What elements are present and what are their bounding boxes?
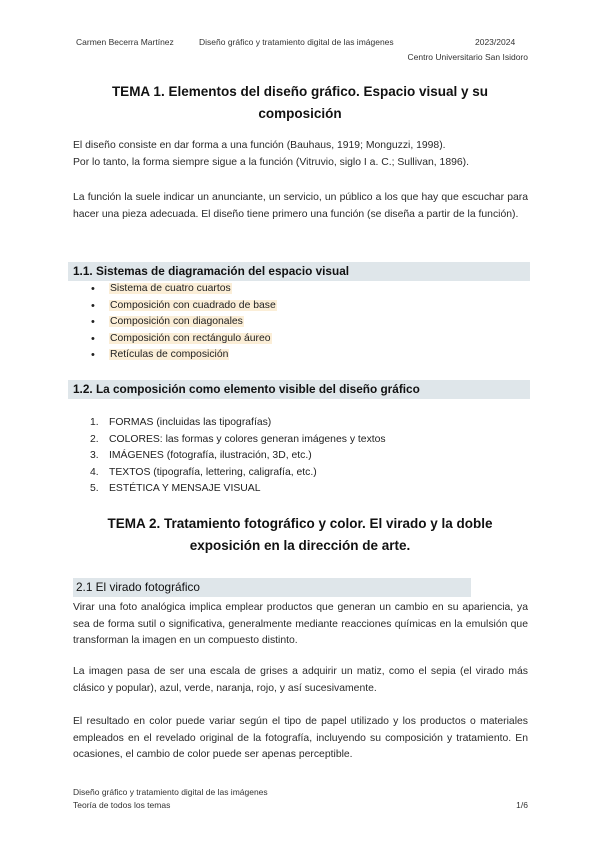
tema1-paragraph-1: [73, 138, 528, 171]
tema1-title-line1: TEMA 1. Elementos del diseño gráfico. Espacio visual y su: [111, 84, 489, 99]
footer-subtitle: Teoría de todos los temas: [73, 800, 171, 810]
header-course: Diseño gráfico y tratamiento digital de las imágenes: [199, 37, 394, 47]
tema2-title-line2: exposición en la dirección de arte.: [189, 538, 411, 553]
tema2-title-line1: TEMA 2. Tratamiento fotográfico y color. El virado y la doble: [107, 516, 493, 531]
list-item: 1. FORMAS (incluidas las tipografías): [90, 417, 272, 428]
section-1-1-heading: [68, 262, 530, 281]
section-1-1-list: [91, 281, 277, 364]
section-1-2-list: [90, 415, 386, 498]
footer-course: Diseño gráfico y tratamiento digital de las imágenes: [73, 787, 268, 797]
section-1-2-heading: [68, 380, 530, 399]
tema1-p1-line2: Por lo tanto, la forma siempre sigue a la función (Vitruvio, siglo I a. C.; Sullivan, 1896).: [73, 156, 470, 168]
list-item: 5. ESTÉTICA Y MENSAJE VISUAL: [90, 483, 261, 494]
section-1-1-title: 1.1. Sistemas de diagramación del espacio visual: [73, 264, 350, 278]
section-2-1-title: 2.1 El virado fotográfico: [76, 580, 200, 594]
tema2-paragraph-2: La imagen pasa de ser una escala de grises a adquirir un matiz, como el sepia (el virado más clásico y popular), azul, verde, naranja, rojo, y así sucesivamente.: [73, 666, 528, 694]
list-item: • Retículas de composición: [91, 347, 277, 364]
list-item: • Composición con diagonales: [91, 314, 277, 331]
page-number: 1/6: [516, 800, 528, 810]
tema1-title-line2: composición: [258, 106, 342, 121]
section-1-2-title: 1.2. La composición como elemento visible del diseño gráfico: [73, 382, 420, 396]
header-institution: Centro Universitario San Isidoro: [407, 52, 528, 62]
tema2-paragraph-3: El resultado en color puede variar según el tipo de papel utilizado y los productos o materiales empleados en el revelado original de la fotografía, incluyendo su composición y tratamiento. En ocasiones, el cambio de color puede ser apenas perceptible.: [73, 716, 528, 760]
header-year: 2023/2024: [475, 37, 516, 47]
list-item: 4. TEXTOS (tipografía, lettering, caligrafía, etc.): [90, 466, 317, 478]
tema2-paragraph-1: Virar una foto analógica implica emplear productos que generan un cambio en su apariencia, ya sea de forma sutil o significativa, generalmente mediante reacciones químicas en la emulsión que transforman la imagen en un compuesto distinto.: [73, 602, 528, 646]
tema1-paragraph-2: La función la suele indicar un anunciante, un servicio, un público a los que hay que escuchar para hacer una pieza adecuada. El diseño tiene primero una función (se diseña a partir de la función).: [73, 192, 528, 220]
tema1-title: [60, 81, 540, 125]
tema2-title: [60, 513, 540, 557]
section-2-1-heading: [73, 578, 471, 597]
list-item: 3. IMÁGENES (fotografía, ilustración, 3D, etc.): [90, 450, 312, 461]
list-item: • Composición con rectángulo áureo: [91, 331, 277, 348]
tema1-p1-line1: El diseño consiste en dar forma a una función (Bauhaus, 1919; Monguzzi, 1998).: [73, 140, 446, 151]
list-item: • Composición con cuadrado de base: [91, 298, 277, 315]
list-item: • Sistema de cuatro cuartos: [91, 281, 277, 298]
list-item: 2. COLORES: las formas y colores generan imágenes y textos: [90, 433, 386, 445]
header-author: Carmen Becerra Martínez: [76, 37, 174, 47]
footer: [73, 786, 268, 812]
